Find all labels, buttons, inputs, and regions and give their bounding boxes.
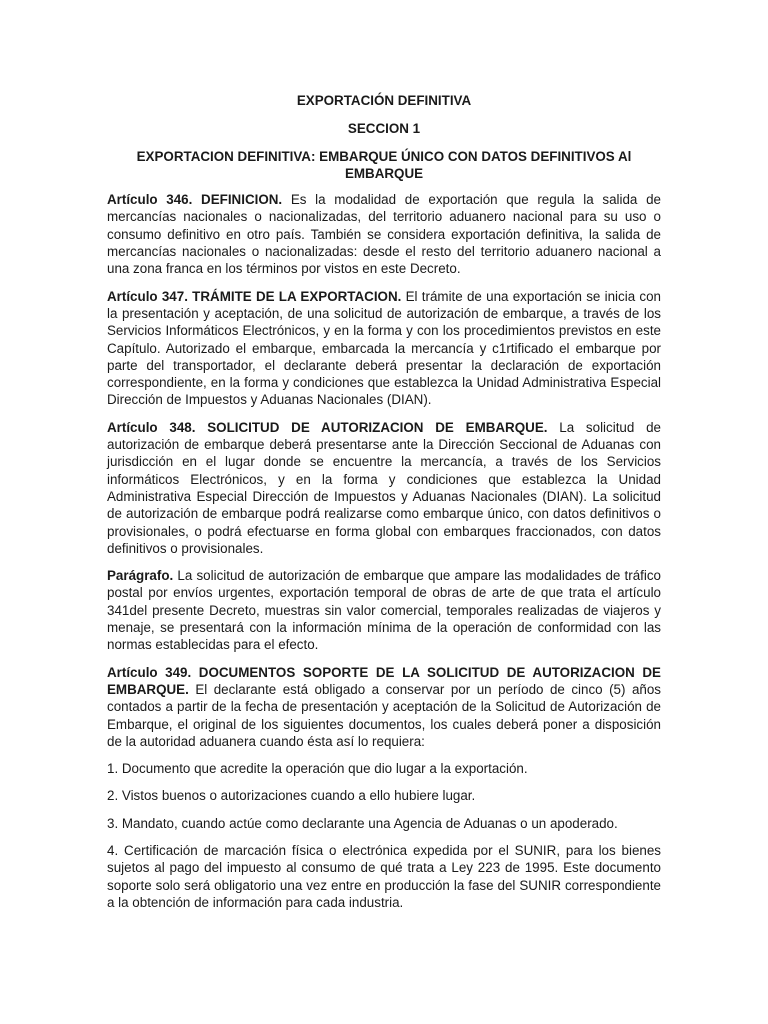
- list-item: 1. Documento que acredite la operación que dio lugar a la exportación.: [107, 761, 528, 777]
- article-lead: Artículo 348. SOLICITUD DE AUTORIZACION DE EMBARQUE.: [107, 419, 548, 435]
- article-text: Es la modalidad de exportación que regula la salida de mercancías nacionales o nacionalizadas, del territorio aduanero nacional para su uso o consumo definitivo en otro país. También se considera exportación definitiva, la salida de mercancías nacionales o nacionalizadas: desde el resto del territorio aduanero nacional a una zona franca en los términos por vistos en este Decreto.: [107, 192, 661, 277]
- article-lead: Artículo 349. DOCUMENTOS SOPORTE DE LA SOLICITUD DE AUTORIZACION DE EMBARQUE.: [107, 664, 661, 697]
- article-text: El declarante está obligado a conservar por un período de cinco (5) años contados a partir de la fecha de presentación y aceptación de la Solicitud de Autorización de Embarque, el original de los siguientes documentos, los cuales deberá poner a disposición de la autoridad aduanera cuando ésta así lo requiera:: [107, 681, 661, 749]
- document-page: [107, 92, 661, 921]
- list-item: 4. Certificación de marcación física o electrónica expedida por el SUNIR, para los bienes sujetos al pago del impuesto al consumo de qué trata a Ley 223 de 1995. Este documento soporte solo será obligatorio una vez entre en producción la fase del SUNIR correspondiente a la obtención de información para cada industria.: [107, 842, 661, 910]
- article-lead: Artículo 347. TRÁMITE DE LA EXPORTACION.: [107, 288, 402, 304]
- section-heading: SECCION 1: [347, 121, 421, 137]
- document-title: EXPORTACIÓN DEFINITIVA: [296, 93, 472, 108]
- article-349: [107, 664, 661, 750]
- article-text: La solicitud de autorización de embarque que ampare las modalidades de tráfico postal por envíos urgentes, exportación temporal de obras de arte de que trata el artículo 341del presente Decreto, muestras sin valor comercial, temporales realizadas de viajeros y menaje, se presentará con la información mínima de la operación de conformidad con las normas establecidas para el efecto.: [107, 568, 661, 653]
- article-text: El trámite de una exportación se inicia con la presentación y aceptación, de una solicitud de autorización de embarque, a través de los Servicios Informáticos Electrónicos, y en la forma y con los procedimientos previstos en este Capítulo. Autorizado el embarque, embarcada la mercancía y c1rtificado el embarque por parte del transportador, el declarante deberá presentar la declaración de exportación correspondiente, en la forma y condiciones que establezca la Unidad Administrativa Especial Dirección de Impuestos y Aduanas Nacionales (DIAN).: [107, 288, 661, 408]
- article-lead: Artículo 346. DEFINICION.: [107, 192, 283, 208]
- article-348: [107, 419, 661, 557]
- section-subtitle: EXPORTACION DEFINITIVA: EMBARQUE ÚNICO CON DATOS DEFINITIVOS Al EMBARQUE: [136, 148, 632, 181]
- list-item: 3. Mandato, cuando actúe como declarante una Agencia de Aduanas o un apoderado.: [107, 815, 618, 831]
- article-347: [107, 288, 661, 409]
- paragrafo: [107, 567, 661, 653]
- list-item: 2. Vistos buenos o autorizaciones cuando a ello hubiere lugar.: [107, 788, 476, 804]
- article-346: [107, 191, 661, 277]
- article-lead: Parágrafo.: [107, 568, 174, 584]
- article-text: La solicitud de autorización de embarque deberá presentarse ante la Dirección Seccional de Aduanas con jurisdicción en el lugar donde se encuentre la mercancía, a través de los Servicios informáticos Electrónicos, y en la forma y condiciones que establezca la Unidad Administrativa Especial Dirección de Impuestos y Aduanas Nacionales (DIAN). La solicitud de autorización de embarque podrá realizarse como embarque único, con datos definitivos o provisionales, o podrá efectuarse en forma global con embarques fraccionados, con datos definitivos o provisionales.: [107, 419, 661, 556]
